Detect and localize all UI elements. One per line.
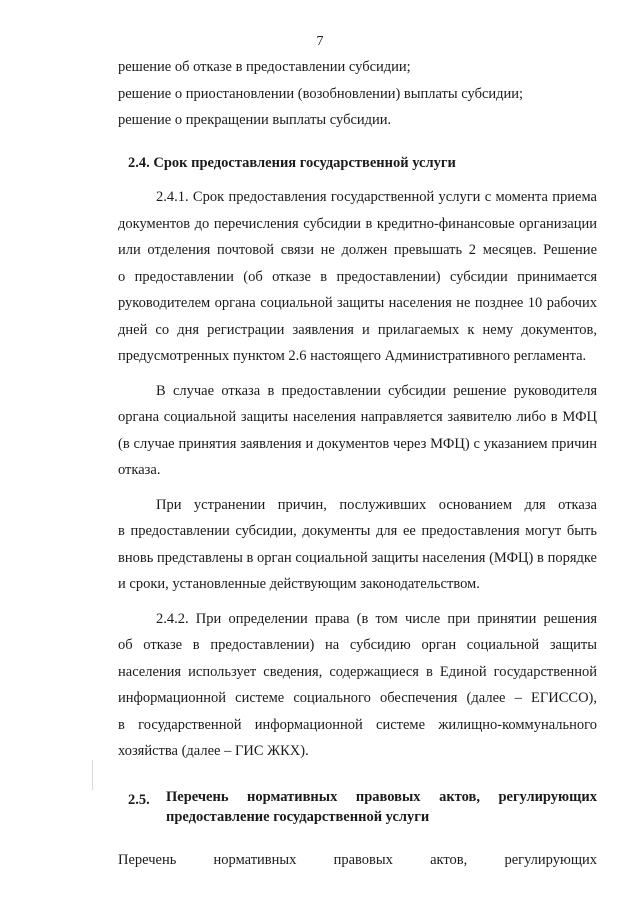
paragraph-line: населения использует сведения, содержащиеся в Единой государственной: [118, 663, 597, 680]
paragraph-line: вновь представлены в орган социальной защиты населения (МФЦ) в порядке: [118, 549, 597, 566]
paragraph-line: в государственной информационной системе жилищно-коммунального: [118, 716, 597, 733]
section-title: [166, 787, 597, 827]
paragraph-line: дней со дня регистрации заявления и прилагаемых к нему документов,: [118, 321, 597, 338]
paragraph-line: или отделения почтовой связи не должен превышать 2 месяцев. Решение: [118, 242, 597, 258]
section-2-4-heading: 2.4. Срок предоставления государственной услуги: [128, 154, 456, 171]
page-number: 7: [316, 34, 324, 49]
paragraph-line: о предоставлении (об отказе в предоставлении) субсидии принимается: [118, 268, 597, 285]
paragraph-line: В случае отказа в предоставлении субсидии решение руководителя: [156, 382, 597, 399]
intro-item: решение о приостановлении (возобновлении) выплаты субсидии;: [118, 85, 524, 102]
paragraph-line: 2.4.2. При определении права (в том числе при принятии решения: [156, 610, 597, 627]
paragraph-line: предусмотренных пунктом 2.6 настоящего Административного регламента.: [118, 348, 587, 364]
margin-mark: [92, 760, 93, 790]
paragraph-line: об отказе в предоставлении) на субсидию орган социальной защиты: [118, 637, 597, 653]
paragraph-line: хозяйства (далее – ГИС ЖКХ).: [118, 743, 309, 759]
paragraph-line: руководителем органа социальной защиты населения не позднее 10 рабочих: [118, 295, 597, 311]
paragraph-resubmission: [118, 492, 597, 598]
section-2-5-heading: [118, 787, 597, 827]
paragraph-line: (в случае принятия заявления и документов через МФЦ) с указанием причин: [118, 435, 597, 452]
paragraph-line: Перечень нормативных правовых актов, регулирующих: [118, 851, 597, 868]
section-number: 2.5.: [128, 791, 150, 808]
paragraph-line: информационной системе социального обеспечения (далее – ЕГИССО),: [118, 690, 597, 706]
paragraph-line: отказа.: [118, 462, 161, 478]
paragraph-line: 2.4.1. Срок предоставления государственной услуги с момента приема: [156, 189, 597, 205]
intro-item: решение о прекращении выплаты субсидии.: [118, 112, 392, 128]
paragraph-line: в предоставлении субсидии, документы для ее предоставления могут быть: [118, 523, 597, 539]
paragraph-2-4-1: [118, 184, 597, 370]
paragraph-line: органа социальной защиты населения направляется заявителю либо в МФЦ: [118, 409, 597, 425]
paragraph-2-4-2: [118, 606, 597, 765]
document-body: [118, 54, 597, 873]
paragraph-line: документов до перечисления субсидии в кредитно-финансовые организации: [118, 215, 597, 232]
section-title-line: Перечень нормативных правовых актов, регулирующих: [166, 788, 597, 805]
paragraph-line: При устранении причин, послуживших основанием для отказа: [156, 496, 597, 513]
intro-item: решение об отказе в предоставлении субсидии;: [118, 59, 411, 75]
section-title-line: предоставление государственной услуги: [166, 808, 430, 825]
paragraph-refusal: [118, 378, 597, 484]
intro-list: [118, 54, 597, 134]
paragraph-line: и сроки, установленные действующим законодательством.: [118, 576, 480, 592]
